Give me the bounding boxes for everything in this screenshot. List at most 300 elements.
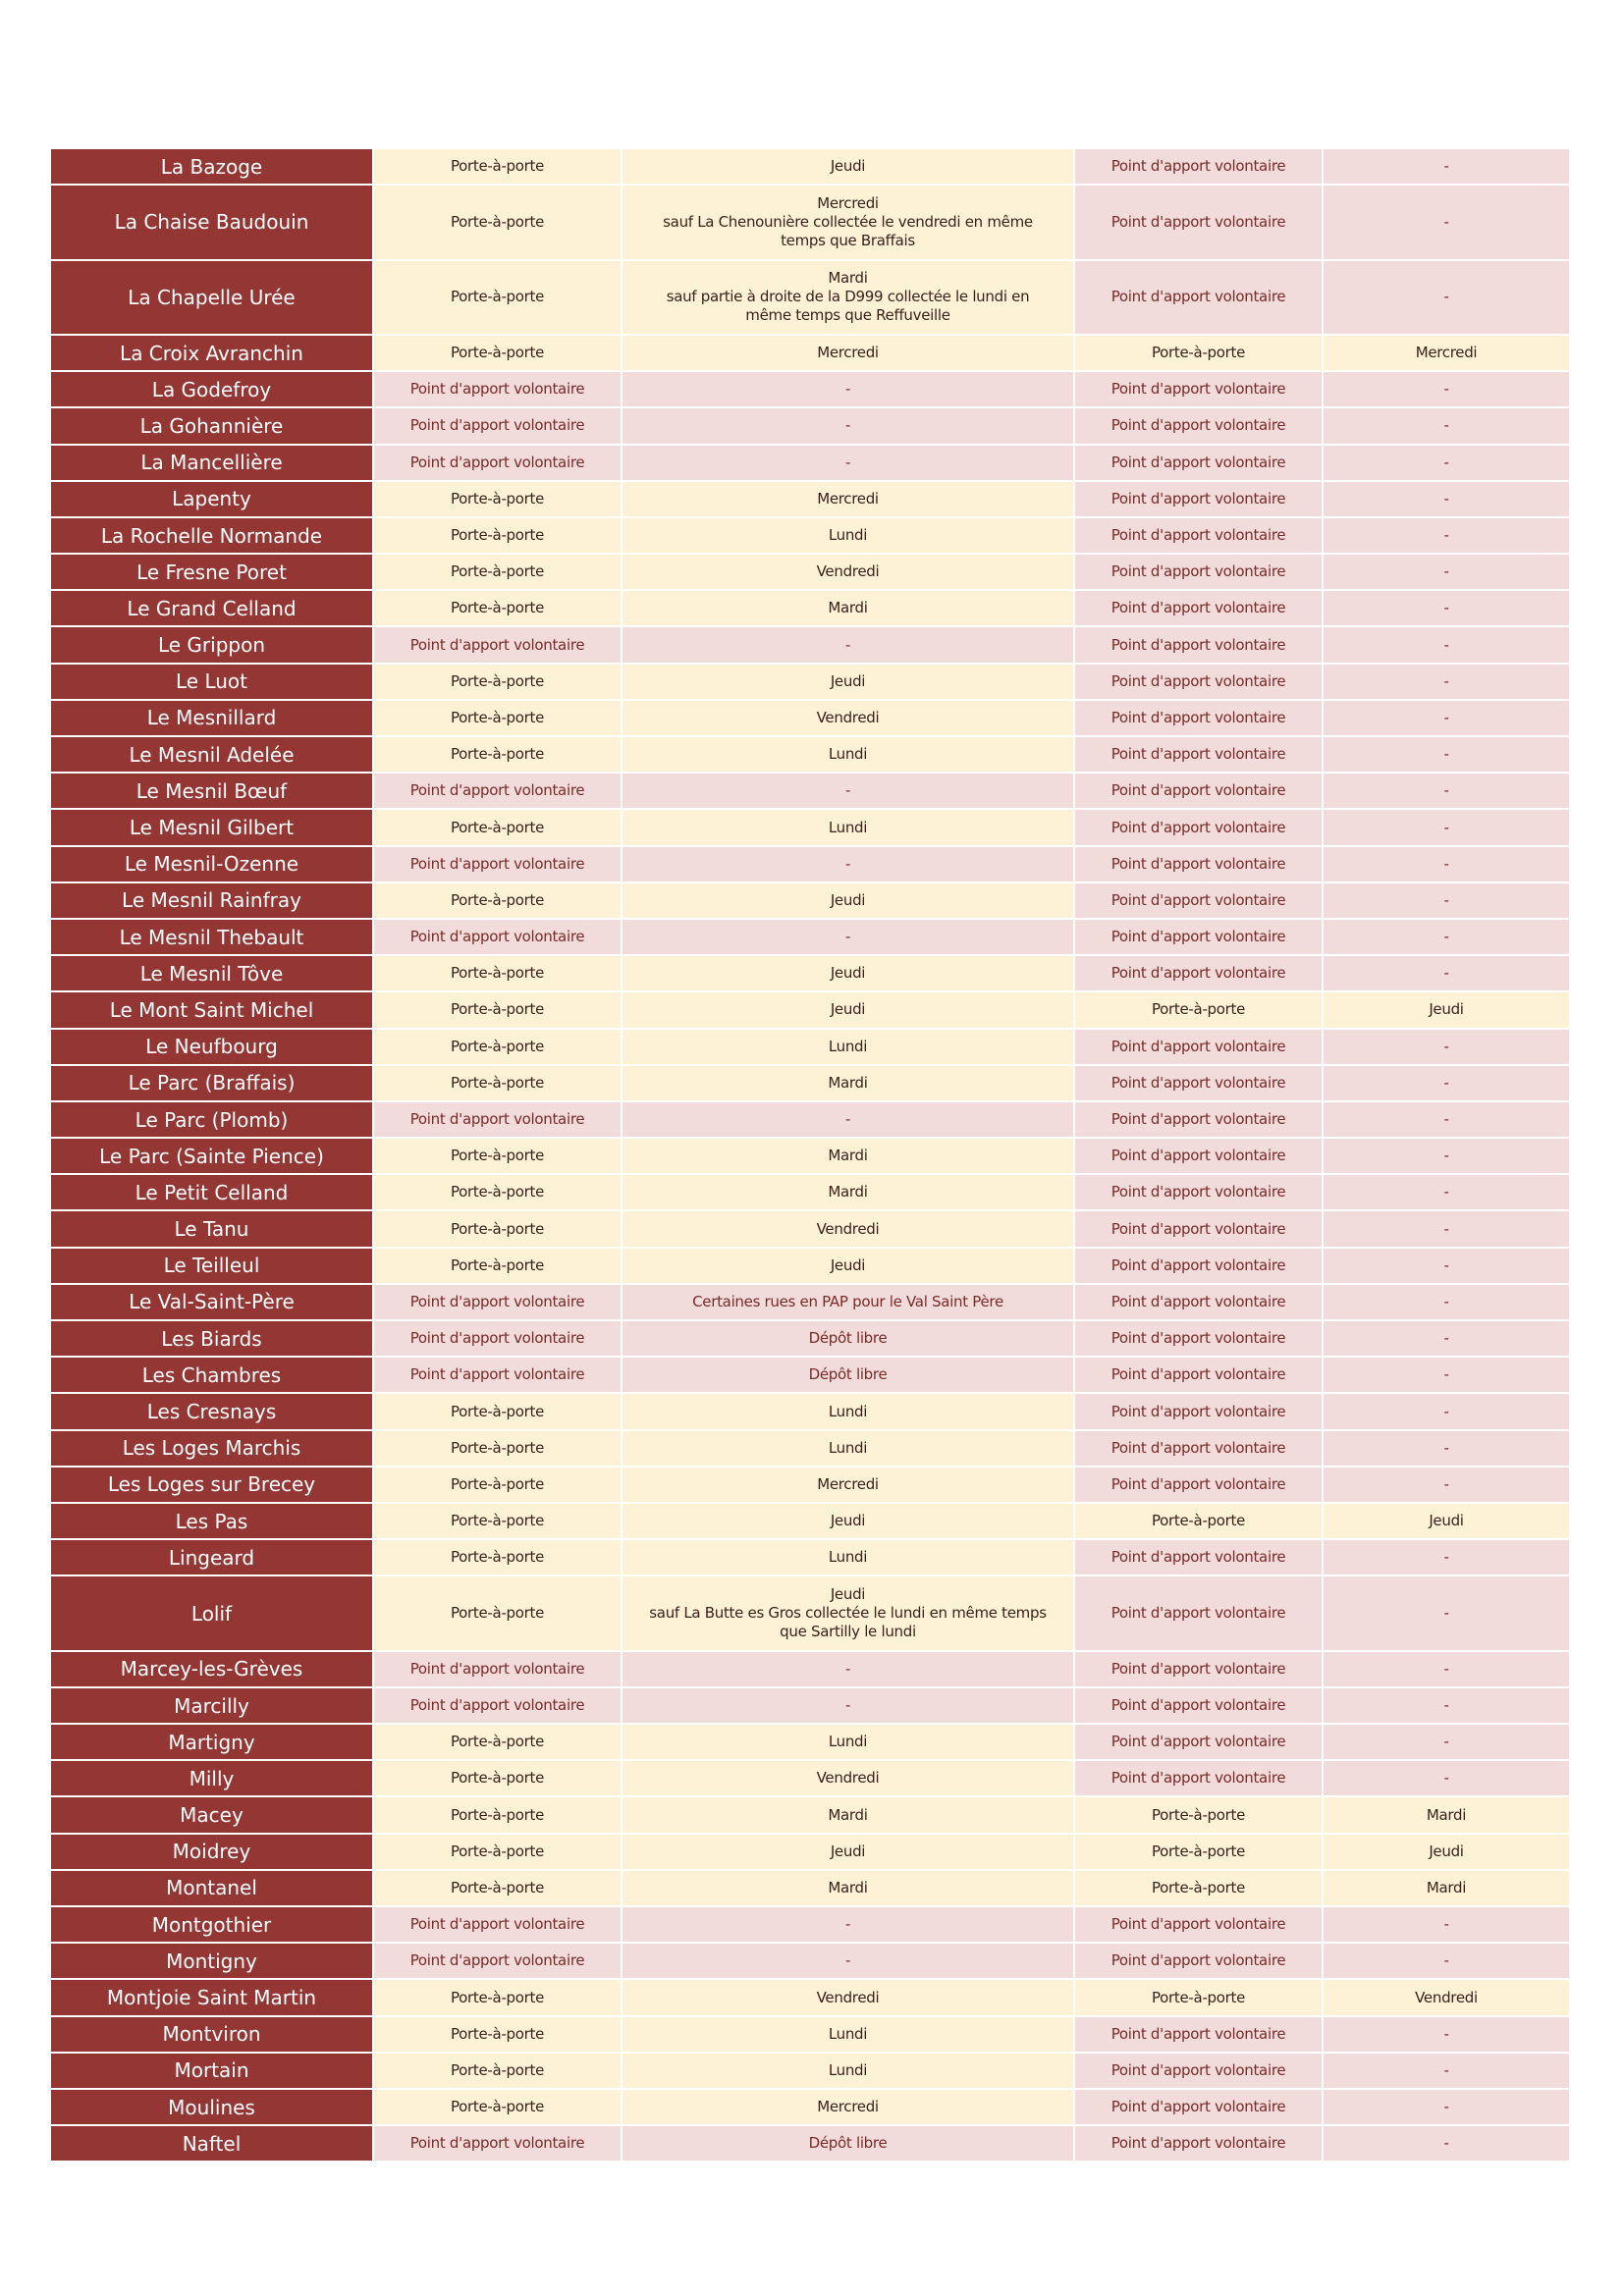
collection-mode-cell: Porte-à-porte bbox=[374, 1030, 623, 1066]
table-row bbox=[51, 1102, 1571, 1139]
collection-day-cell bbox=[623, 1321, 1075, 1358]
collection-mode-cell: Porte-à-porte bbox=[374, 1431, 623, 1468]
commune-name-cell: Mortain bbox=[51, 2054, 374, 2090]
secondary-mode-cell: Point d'apport volontaire bbox=[1075, 149, 1324, 186]
table-row bbox=[51, 665, 1571, 701]
collection-mode-cell: Porte-à-porte bbox=[374, 1394, 623, 1430]
secondary-mode-cell: Point d'apport volontaire bbox=[1075, 1652, 1324, 1688]
secondary-mode-cell: Point d'apport volontaire bbox=[1075, 1030, 1324, 1066]
collection-mode-cell: Point d'apport volontaire bbox=[374, 1907, 623, 1944]
collection-day-line: Jeudi bbox=[830, 1255, 866, 1274]
collection-day-line: Lundi bbox=[828, 2060, 868, 2079]
secondary-mode-cell: Porte-à-porte bbox=[1075, 336, 1324, 372]
collection-day-cell bbox=[623, 336, 1075, 372]
collection-mode-cell: Point d'apport volontaire bbox=[374, 446, 623, 482]
secondary-day-cell: - bbox=[1324, 883, 1571, 920]
secondary-mode-cell: Point d'apport volontaire bbox=[1075, 1394, 1324, 1430]
table-row bbox=[51, 518, 1571, 555]
table-row bbox=[51, 1576, 1571, 1651]
collection-day-line: Jeudi bbox=[830, 890, 866, 909]
secondary-mode-cell: Point d'apport volontaire bbox=[1075, 555, 1324, 591]
secondary-day-cell: - bbox=[1324, 555, 1571, 591]
collection-day-line: Lundi bbox=[828, 1037, 868, 1055]
secondary-day-cell: - bbox=[1324, 261, 1571, 336]
collection-mode-cell: Point d'apport volontaire bbox=[374, 1321, 623, 1358]
collection-day-cell bbox=[623, 518, 1075, 555]
secondary-mode-cell: Point d'apport volontaire bbox=[1075, 627, 1324, 664]
collection-day-line: Jeudi bbox=[830, 964, 866, 983]
collection-day-line: Lundi bbox=[828, 1438, 868, 1457]
secondary-mode-cell: Point d'apport volontaire bbox=[1075, 1358, 1324, 1394]
secondary-day-cell: Mardi bbox=[1324, 1797, 1571, 1834]
collection-mode-cell: Porte-à-porte bbox=[374, 665, 623, 701]
collection-day-cell bbox=[623, 1066, 1075, 1102]
collection-mode-cell: Porte-à-porte bbox=[374, 1175, 623, 1211]
commune-name-cell: Le Mont Saint Michel bbox=[51, 992, 374, 1029]
collection-day-line: Vendredi bbox=[816, 708, 880, 726]
table-row bbox=[51, 1211, 1571, 1248]
secondary-mode-cell: Point d'apport volontaire bbox=[1075, 1321, 1324, 1358]
secondary-day-cell: - bbox=[1324, 1431, 1571, 1468]
table-row bbox=[51, 1321, 1571, 1358]
collection-day-line: Vendredi bbox=[816, 1988, 880, 2006]
collection-day-line: temps que Braffais bbox=[781, 231, 915, 249]
commune-name-cell: Martigny bbox=[51, 1725, 374, 1761]
commune-name-cell: Le Grippon bbox=[51, 627, 374, 664]
collection-day-cell bbox=[623, 847, 1075, 883]
commune-name-cell: Marcey-les-Grèves bbox=[51, 1652, 374, 1688]
collection-day-line: Dépôt libre bbox=[808, 1365, 888, 1384]
collection-day-line: Mardi bbox=[828, 269, 868, 288]
secondary-mode-cell: Point d'apport volontaire bbox=[1075, 1468, 1324, 1504]
secondary-mode-cell: Point d'apport volontaire bbox=[1075, 956, 1324, 992]
commune-name-cell: Montanel bbox=[51, 1871, 374, 1907]
collection-day-cell bbox=[623, 372, 1075, 408]
secondary-mode-cell: Point d'apport volontaire bbox=[1075, 261, 1324, 336]
collection-day-cell bbox=[623, 665, 1075, 701]
collection-day-cell bbox=[623, 1468, 1075, 1504]
secondary-mode-cell: Point d'apport volontaire bbox=[1075, 883, 1324, 920]
secondary-day-cell: - bbox=[1324, 1249, 1571, 1285]
collection-day-cell bbox=[623, 482, 1075, 518]
secondary-day-cell: Jeudi bbox=[1324, 992, 1571, 1029]
collection-day-cell bbox=[623, 1211, 1075, 1248]
collection-mode-cell: Point d'apport volontaire bbox=[374, 1688, 623, 1725]
collection-day-cell bbox=[623, 956, 1075, 992]
secondary-day-cell: - bbox=[1324, 1102, 1571, 1139]
secondary-mode-cell: Point d'apport volontaire bbox=[1075, 1175, 1324, 1211]
collection-day-line: - bbox=[844, 380, 851, 399]
secondary-mode-cell: Point d'apport volontaire bbox=[1075, 408, 1324, 445]
table-row bbox=[51, 1030, 1571, 1066]
commune-name-cell: Naftel bbox=[51, 2126, 374, 2163]
collection-day-cell bbox=[623, 2090, 1075, 2126]
collection-day-cell bbox=[623, 1394, 1075, 1430]
collection-day-line: - bbox=[844, 1110, 851, 1128]
commune-name-cell: Les Biards bbox=[51, 1321, 374, 1358]
table-row bbox=[51, 1358, 1571, 1394]
secondary-mode-cell: Point d'apport volontaire bbox=[1075, 2126, 1324, 2163]
secondary-mode-cell: Porte-à-porte bbox=[1075, 1871, 1324, 1907]
secondary-mode-cell: Point d'apport volontaire bbox=[1075, 1944, 1324, 1980]
collection-day-line: Mercredi bbox=[817, 344, 879, 362]
collection-day-cell bbox=[623, 149, 1075, 186]
table-row bbox=[51, 149, 1571, 186]
collection-mode-cell: Porte-à-porte bbox=[374, 1871, 623, 1907]
table-row bbox=[51, 2126, 1571, 2163]
commune-name-cell: Le Mesnillard bbox=[51, 701, 374, 737]
secondary-mode-cell: Point d'apport volontaire bbox=[1075, 2054, 1324, 2090]
secondary-day-cell: - bbox=[1324, 518, 1571, 555]
secondary-mode-cell: Point d'apport volontaire bbox=[1075, 1725, 1324, 1761]
secondary-day-cell: - bbox=[1324, 1761, 1571, 1797]
collection-day-line: Lundi bbox=[828, 2024, 868, 2043]
collection-day-line: Dépôt libre bbox=[808, 2134, 888, 2153]
commune-name-cell: Moulines bbox=[51, 2090, 374, 2126]
collection-mode-cell: Porte-à-porte bbox=[374, 1980, 623, 2016]
collection-day-line: Jeudi bbox=[830, 157, 866, 176]
secondary-mode-cell: Point d'apport volontaire bbox=[1075, 701, 1324, 737]
commune-name-cell: Le Luot bbox=[51, 665, 374, 701]
table-row bbox=[51, 1871, 1571, 1907]
secondary-day-cell: - bbox=[1324, 2126, 1571, 2163]
secondary-day-cell: - bbox=[1324, 446, 1571, 482]
collection-day-line: Mercredi bbox=[817, 2098, 879, 2116]
collection-mode-cell: Porte-à-porte bbox=[374, 149, 623, 186]
collection-day-line: - bbox=[844, 1696, 851, 1715]
secondary-day-cell: - bbox=[1324, 1358, 1571, 1394]
secondary-mode-cell: Point d'apport volontaire bbox=[1075, 372, 1324, 408]
collection-day-line: - bbox=[844, 1659, 851, 1678]
collection-mode-cell: Porte-à-porte bbox=[374, 591, 623, 627]
collection-day-cell bbox=[623, 555, 1075, 591]
secondary-day-cell: Vendredi bbox=[1324, 1980, 1571, 2016]
collection-day-line: - bbox=[844, 416, 851, 435]
commune-name-cell: Le Parc (Plomb) bbox=[51, 1102, 374, 1139]
collection-mode-cell: Point d'apport volontaire bbox=[374, 2126, 623, 2163]
collection-day-cell bbox=[623, 1139, 1075, 1175]
collection-day-cell bbox=[623, 1761, 1075, 1797]
table-row bbox=[51, 1175, 1571, 1211]
collection-day-cell bbox=[623, 1944, 1075, 1980]
secondary-day-cell: - bbox=[1324, 1066, 1571, 1102]
commune-name-cell: Les Chambres bbox=[51, 1358, 374, 1394]
secondary-mode-cell: Porte-à-porte bbox=[1075, 1835, 1324, 1871]
secondary-mode-cell: Point d'apport volontaire bbox=[1075, 186, 1324, 260]
collection-day-cell bbox=[623, 1030, 1075, 1066]
table-row bbox=[51, 774, 1571, 810]
collection-day-line: Jeudi bbox=[830, 1585, 866, 1604]
collection-day-cell bbox=[623, 408, 1075, 445]
table-row bbox=[51, 1835, 1571, 1871]
collection-mode-cell: Porte-à-porte bbox=[374, 261, 623, 336]
secondary-day-cell: - bbox=[1324, 847, 1571, 883]
collection-mode-cell: Porte-à-porte bbox=[374, 186, 623, 260]
secondary-mode-cell: Point d'apport volontaire bbox=[1075, 1431, 1324, 1468]
commune-name-cell: Le Mesnil Thebault bbox=[51, 920, 374, 956]
collection-mode-cell: Porte-à-porte bbox=[374, 1835, 623, 1871]
collection-day-line: Mardi bbox=[828, 1183, 868, 1201]
collection-day-line: Lundi bbox=[828, 745, 868, 764]
collection-mode-cell: Point d'apport volontaire bbox=[374, 920, 623, 956]
collection-day-line: Mardi bbox=[828, 599, 868, 617]
commune-name-cell: Le Mesnil-Ozenne bbox=[51, 847, 374, 883]
secondary-mode-cell: Point d'apport volontaire bbox=[1075, 446, 1324, 482]
collection-day-cell bbox=[623, 1688, 1075, 1725]
secondary-day-cell: - bbox=[1324, 774, 1571, 810]
collection-day-line: Mercredi bbox=[817, 489, 879, 507]
table-row bbox=[51, 408, 1571, 445]
collection-day-line: - bbox=[844, 1951, 851, 1970]
collection-mode-cell: Porte-à-porte bbox=[374, 1725, 623, 1761]
collection-day-cell bbox=[623, 2017, 1075, 2054]
secondary-day-cell: Mardi bbox=[1324, 1871, 1571, 1907]
commune-name-cell: Les Loges sur Brecey bbox=[51, 1468, 374, 1504]
secondary-day-cell: - bbox=[1324, 1688, 1571, 1725]
collection-day-line: Lundi bbox=[828, 818, 868, 836]
collection-day-line: Certaines rues en PAP pour le Val Saint Père bbox=[692, 1292, 1003, 1310]
collection-day-line: Lundi bbox=[828, 1402, 868, 1420]
table-row bbox=[51, 1907, 1571, 1944]
secondary-mode-cell: Point d'apport volontaire bbox=[1075, 1139, 1324, 1175]
secondary-day-cell: - bbox=[1324, 2090, 1571, 2126]
secondary-mode-cell: Point d'apport volontaire bbox=[1075, 482, 1324, 518]
collection-day-cell bbox=[623, 186, 1075, 260]
collection-day-cell bbox=[623, 1871, 1075, 1907]
collection-day-cell bbox=[623, 2054, 1075, 2090]
table-body bbox=[51, 149, 1571, 2163]
secondary-day-cell: - bbox=[1324, 810, 1571, 846]
collection-day-cell bbox=[623, 992, 1075, 1029]
collection-schedule-table bbox=[51, 149, 1571, 2163]
collection-day-cell bbox=[623, 883, 1075, 920]
collection-day-line: Lundi bbox=[828, 1548, 868, 1567]
secondary-mode-cell: Point d'apport volontaire bbox=[1075, 1761, 1324, 1797]
collection-mode-cell: Point d'apport volontaire bbox=[374, 847, 623, 883]
collection-day-cell bbox=[623, 591, 1075, 627]
collection-day-line: Vendredi bbox=[816, 1769, 880, 1788]
table-row bbox=[51, 336, 1571, 372]
collection-day-line: Mercredi bbox=[817, 1474, 879, 1493]
secondary-mode-cell: Point d'apport volontaire bbox=[1075, 1249, 1324, 1285]
secondary-mode-cell: Point d'apport volontaire bbox=[1075, 665, 1324, 701]
table-row bbox=[51, 1504, 1571, 1540]
collection-mode-cell: Point d'apport volontaire bbox=[374, 627, 623, 664]
collection-mode-cell: Porte-à-porte bbox=[374, 1576, 623, 1651]
table-row bbox=[51, 2054, 1571, 2090]
collection-mode-cell: Porte-à-porte bbox=[374, 737, 623, 774]
secondary-day-cell: - bbox=[1324, 408, 1571, 445]
collection-mode-cell: Porte-à-porte bbox=[374, 518, 623, 555]
table-row bbox=[51, 1761, 1571, 1797]
table-row bbox=[51, 1394, 1571, 1430]
collection-mode-cell: Porte-à-porte bbox=[374, 336, 623, 372]
secondary-day-cell: - bbox=[1324, 1175, 1571, 1211]
collection-day-line: sauf La Butte es Gros collectée le lundi en même temps bbox=[649, 1604, 1047, 1623]
collection-mode-cell: Porte-à-porte bbox=[374, 1761, 623, 1797]
secondary-day-cell: - bbox=[1324, 1394, 1571, 1430]
collection-day-line: - bbox=[844, 1915, 851, 1934]
table-row bbox=[51, 992, 1571, 1029]
secondary-day-cell: - bbox=[1324, 1652, 1571, 1688]
table-row bbox=[51, 847, 1571, 883]
secondary-mode-cell: Point d'apport volontaire bbox=[1075, 737, 1324, 774]
secondary-day-cell: - bbox=[1324, 1907, 1571, 1944]
secondary-mode-cell: Point d'apport volontaire bbox=[1075, 1576, 1324, 1651]
secondary-mode-cell: Point d'apport volontaire bbox=[1075, 1066, 1324, 1102]
secondary-day-cell: - bbox=[1324, 1540, 1571, 1576]
table-row bbox=[51, 1652, 1571, 1688]
secondary-mode-cell: Point d'apport volontaire bbox=[1075, 1688, 1324, 1725]
secondary-day-cell: Jeudi bbox=[1324, 1835, 1571, 1871]
secondary-mode-cell: Point d'apport volontaire bbox=[1075, 1102, 1324, 1139]
commune-name-cell: Le Mesnil Rainfray bbox=[51, 883, 374, 920]
collection-day-cell bbox=[623, 774, 1075, 810]
secondary-day-cell: - bbox=[1324, 2017, 1571, 2054]
secondary-mode-cell: Porte-à-porte bbox=[1075, 1797, 1324, 1834]
collection-day-cell bbox=[623, 1431, 1075, 1468]
collection-mode-cell: Point d'apport volontaire bbox=[374, 1285, 623, 1321]
commune-name-cell: Montgothier bbox=[51, 1907, 374, 1944]
collection-day-line: - bbox=[844, 453, 851, 471]
collection-day-cell bbox=[623, 920, 1075, 956]
collection-day-line: Lundi bbox=[828, 1733, 868, 1751]
secondary-day-cell: - bbox=[1324, 1030, 1571, 1066]
collection-day-cell bbox=[623, 1576, 1075, 1651]
secondary-day-cell: - bbox=[1324, 1468, 1571, 1504]
secondary-day-cell: - bbox=[1324, 591, 1571, 627]
commune-name-cell: Le Petit Celland bbox=[51, 1175, 374, 1211]
table-row bbox=[51, 186, 1571, 260]
table-row bbox=[51, 261, 1571, 336]
collection-mode-cell: Porte-à-porte bbox=[374, 2017, 623, 2054]
table-row bbox=[51, 2090, 1571, 2126]
secondary-day-cell: - bbox=[1324, 149, 1571, 186]
secondary-day-cell: Jeudi bbox=[1324, 1504, 1571, 1540]
secondary-day-cell: - bbox=[1324, 372, 1571, 408]
table-row bbox=[51, 883, 1571, 920]
collection-mode-cell: Porte-à-porte bbox=[374, 1139, 623, 1175]
collection-day-line: Dépôt libre bbox=[808, 1329, 888, 1348]
secondary-day-cell: - bbox=[1324, 701, 1571, 737]
commune-name-cell: La Chapelle Urée bbox=[51, 261, 374, 336]
table-row bbox=[51, 1066, 1571, 1102]
collection-day-line: Jeudi bbox=[830, 671, 866, 690]
collection-mode-cell: Porte-à-porte bbox=[374, 1540, 623, 1576]
collection-mode-cell: Porte-à-porte bbox=[374, 2090, 623, 2126]
commune-name-cell: La Godefroy bbox=[51, 372, 374, 408]
commune-name-cell: Le Mesnil Tôve bbox=[51, 956, 374, 992]
commune-name-cell: Moidrey bbox=[51, 1835, 374, 1871]
commune-name-cell: Les Pas bbox=[51, 1504, 374, 1540]
collection-day-line: Mardi bbox=[828, 1147, 868, 1165]
collection-mode-cell: Point d'apport volontaire bbox=[374, 408, 623, 445]
secondary-day-cell: - bbox=[1324, 1211, 1571, 1248]
secondary-mode-cell: Porte-à-porte bbox=[1075, 992, 1324, 1029]
secondary-mode-cell: Point d'apport volontaire bbox=[1075, 774, 1324, 810]
collection-day-line: - bbox=[844, 635, 851, 654]
collection-mode-cell: Point d'apport volontaire bbox=[374, 1944, 623, 1980]
table-row bbox=[51, 555, 1571, 591]
collection-day-cell bbox=[623, 446, 1075, 482]
commune-name-cell: Montigny bbox=[51, 1944, 374, 1980]
secondary-day-cell: - bbox=[1324, 1321, 1571, 1358]
commune-name-cell: Montjoie Saint Martin bbox=[51, 1980, 374, 2016]
commune-name-cell: La Chaise Baudouin bbox=[51, 186, 374, 260]
table-row bbox=[51, 482, 1571, 518]
collection-mode-cell: Porte-à-porte bbox=[374, 992, 623, 1029]
collection-day-line: Jeudi bbox=[830, 1842, 866, 1860]
collection-mode-cell: Point d'apport volontaire bbox=[374, 372, 623, 408]
collection-day-line: que Sartilly le lundi bbox=[780, 1623, 916, 1641]
collection-mode-cell: Porte-à-porte bbox=[374, 1468, 623, 1504]
table-row bbox=[51, 446, 1571, 482]
table-row bbox=[51, 1725, 1571, 1761]
commune-name-cell: Macey bbox=[51, 1797, 374, 1834]
table-row bbox=[51, 1944, 1571, 1980]
secondary-day-cell: - bbox=[1324, 920, 1571, 956]
table-row bbox=[51, 701, 1571, 737]
commune-name-cell: La Croix Avranchin bbox=[51, 336, 374, 372]
secondary-day-cell: - bbox=[1324, 737, 1571, 774]
collection-day-cell bbox=[623, 1285, 1075, 1321]
commune-name-cell: Le Neufbourg bbox=[51, 1030, 374, 1066]
collection-mode-cell: Porte-à-porte bbox=[374, 956, 623, 992]
commune-name-cell: Le Tanu bbox=[51, 1211, 374, 1248]
secondary-day-cell: - bbox=[1324, 956, 1571, 992]
collection-mode-cell: Porte-à-porte bbox=[374, 810, 623, 846]
collection-day-cell bbox=[623, 1725, 1075, 1761]
collection-day-cell bbox=[623, 1504, 1075, 1540]
commune-name-cell: Le Mesnil Gilbert bbox=[51, 810, 374, 846]
secondary-mode-cell: Point d'apport volontaire bbox=[1075, 1907, 1324, 1944]
table-row bbox=[51, 1468, 1571, 1504]
table-row bbox=[51, 1249, 1571, 1285]
commune-name-cell: Lolif bbox=[51, 1576, 374, 1651]
commune-name-cell: Montviron bbox=[51, 2017, 374, 2054]
collection-day-cell bbox=[623, 701, 1075, 737]
secondary-mode-cell: Point d'apport volontaire bbox=[1075, 1211, 1324, 1248]
collection-mode-cell: Porte-à-porte bbox=[374, 883, 623, 920]
collection-mode-cell: Point d'apport volontaire bbox=[374, 1102, 623, 1139]
collection-mode-cell: Point d'apport volontaire bbox=[374, 774, 623, 810]
collection-day-line: sauf La Chenounière collectée le vendredi en même bbox=[663, 212, 1033, 231]
secondary-day-cell: - bbox=[1324, 1285, 1571, 1321]
collection-day-cell bbox=[623, 1358, 1075, 1394]
table-row bbox=[51, 1797, 1571, 1834]
secondary-mode-cell: Point d'apport volontaire bbox=[1075, 2090, 1324, 2126]
secondary-day-cell: - bbox=[1324, 665, 1571, 701]
commune-name-cell: Le Parc (Braffais) bbox=[51, 1066, 374, 1102]
collection-mode-cell: Porte-à-porte bbox=[374, 1249, 623, 1285]
secondary-mode-cell: Porte-à-porte bbox=[1075, 1504, 1324, 1540]
collection-mode-cell: Porte-à-porte bbox=[374, 2054, 623, 2090]
table-row bbox=[51, 2017, 1571, 2054]
table-row bbox=[51, 591, 1571, 627]
secondary-mode-cell: Porte-à-porte bbox=[1075, 1980, 1324, 2016]
secondary-mode-cell: Point d'apport volontaire bbox=[1075, 847, 1324, 883]
collection-day-cell bbox=[623, 1652, 1075, 1688]
commune-name-cell: Les Cresnays bbox=[51, 1394, 374, 1430]
commune-name-cell: Le Mesnil Adelée bbox=[51, 737, 374, 774]
table-row bbox=[51, 1285, 1571, 1321]
secondary-day-cell: - bbox=[1324, 1725, 1571, 1761]
commune-name-cell: La Gohannière bbox=[51, 408, 374, 445]
secondary-mode-cell: Point d'apport volontaire bbox=[1075, 518, 1324, 555]
collection-day-line: Lundi bbox=[828, 526, 868, 544]
secondary-mode-cell: Point d'apport volontaire bbox=[1075, 2017, 1324, 2054]
collection-day-line: sauf partie à droite de la D999 collectée le lundi en bbox=[666, 288, 1030, 306]
